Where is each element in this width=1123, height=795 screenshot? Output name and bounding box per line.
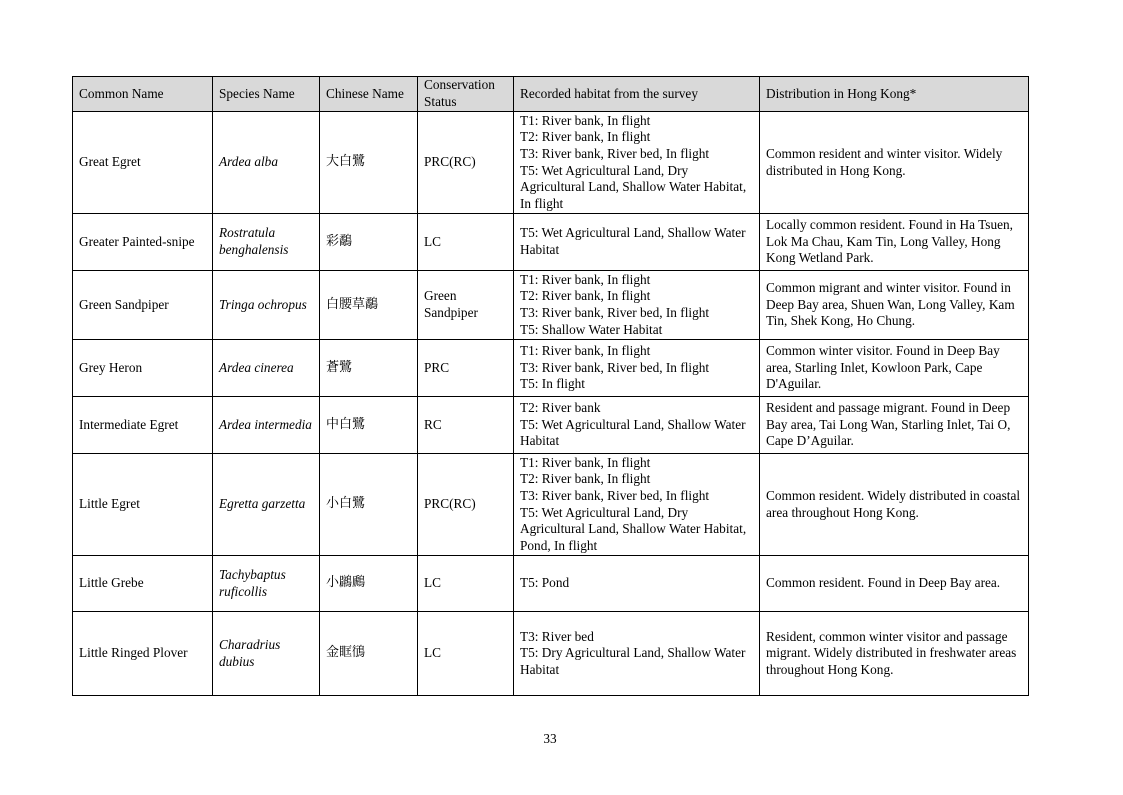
common-name-cell: Intermediate Egret: [73, 397, 213, 454]
conservation-status-cell: LC: [418, 556, 514, 612]
table-row: [73, 340, 1029, 397]
habitat-cell: T1: River bank, In flight T2: River bank, In flight T3: River bank, River bed, In flight T5: Wet Agricultural Land, Dry Agricultural Land, Shallow Water Habitat, In flight: [514, 112, 760, 214]
header-species-name: Species Name: [213, 77, 320, 112]
conservation-status-cell: RC: [418, 397, 514, 454]
chinese-name-cell: 小白鷺: [320, 454, 418, 556]
distribution-cell: Resident and passage migrant. Found in Deep Bay area, Tai Long Wan, Starling Inlet, Tai O, Cape D’Aguilar.: [760, 397, 1029, 454]
chinese-name-cell: 大白鷺: [320, 112, 418, 214]
habitat-cell: T1: River bank, In flight T2: River bank, In flight T3: River bank, River bed, In flight T5: Wet Agricultural Land, Dry Agricultural Land, Shallow Water Habitat, Pond, In flight: [514, 454, 760, 556]
species-name-cell: Rostratula benghalensis: [213, 214, 320, 271]
habitat-cell: T3: River bed T5: Dry Agricultural Land, Shallow Water Habitat: [514, 612, 760, 696]
header-conservation-status: Conservation Status: [418, 77, 514, 112]
habitat-cell: T2: River bank T5: Wet Agricultural Land, Shallow Water Habitat: [514, 397, 760, 454]
table-row: [73, 271, 1029, 340]
habitat-cell: T1: River bank, In flight T2: River bank, In flight T3: River bank, River bed, In flight T5: Shallow Water Habitat: [514, 271, 760, 340]
species-name-cell: Tringa ochropus: [213, 271, 320, 340]
table-row: [73, 112, 1029, 214]
table-header-row: [73, 77, 1029, 112]
distribution-cell: Resident, common winter visitor and passage migrant. Widely distributed in freshwater areas throughout Hong Kong.: [760, 612, 1029, 696]
species-table: [72, 76, 1029, 696]
page-number: 33: [543, 731, 557, 746]
habitat-cell: T5: Wet Agricultural Land, Shallow Water Habitat: [514, 214, 760, 271]
common-name-cell: Little Grebe: [73, 556, 213, 612]
common-name-cell: Grey Heron: [73, 340, 213, 397]
chinese-name-cell: 中白鷺: [320, 397, 418, 454]
distribution-cell: Common resident. Found in Deep Bay area.: [760, 556, 1029, 612]
table-row: [73, 612, 1029, 696]
species-name-cell: Ardea alba: [213, 112, 320, 214]
habitat-cell: T5: Pond: [514, 556, 760, 612]
conservation-status-cell: LC: [418, 612, 514, 696]
table-row: [73, 397, 1029, 454]
common-name-cell: Green Sandpiper: [73, 271, 213, 340]
chinese-name-cell: 蒼鷺: [320, 340, 418, 397]
species-name-cell: Ardea intermedia: [213, 397, 320, 454]
conservation-status-cell: PRC(RC): [418, 454, 514, 556]
species-name-cell: Charadrius dubius: [213, 612, 320, 696]
conservation-status-cell: LC: [418, 214, 514, 271]
habitat-cell: T1: River bank, In flight T3: River bank, River bed, In flight T5: In flight: [514, 340, 760, 397]
distribution-cell: Common resident. Widely distributed in coastal area throughout Hong Kong.: [760, 454, 1029, 556]
conservation-status-cell: PRC: [418, 340, 514, 397]
header-distribution: Distribution in Hong Kong*: [760, 77, 1029, 112]
chinese-name-cell: 小鸊鷉: [320, 556, 418, 612]
common-name-cell: Great Egret: [73, 112, 213, 214]
conservation-status-cell: PRC(RC): [418, 112, 514, 214]
chinese-name-cell: 彩鷸: [320, 214, 418, 271]
table-row: [73, 454, 1029, 556]
table-row: [73, 556, 1029, 612]
common-name-cell: Greater Painted-snipe: [73, 214, 213, 271]
distribution-cell: Locally common resident. Found in Ha Tsuen, Lok Ma Chau, Kam Tin, Long Valley, Hong Kong Wetland Park.: [760, 214, 1029, 271]
conservation-status-cell: Green Sandpiper: [418, 271, 514, 340]
header-common-name: Common Name: [73, 77, 213, 112]
species-name-cell: Tachybaptus ruficollis: [213, 556, 320, 612]
distribution-cell: Common winter visitor. Found in Deep Bay area, Starling Inlet, Kowloon Park, Cape D'Aguilar.: [760, 340, 1029, 397]
header-chinese-name: Chinese Name: [320, 77, 418, 112]
common-name-cell: Little Egret: [73, 454, 213, 556]
species-name-cell: Ardea cinerea: [213, 340, 320, 397]
distribution-cell: Common migrant and winter visitor. Found in Deep Bay area, Shuen Wan, Long Valley, Kam Tin, Shek Kong, Ho Chung.: [760, 271, 1029, 340]
species-name-cell: Egretta garzetta: [213, 454, 320, 556]
table-row: [73, 214, 1029, 271]
header-recorded-habitat: Recorded habitat from the survey: [514, 77, 760, 112]
common-name-cell: Little Ringed Plover: [73, 612, 213, 696]
chinese-name-cell: 白腰草鷸: [320, 271, 418, 340]
chinese-name-cell: 金眶鴴: [320, 612, 418, 696]
distribution-cell: Common resident and winter visitor. Widely distributed in Hong Kong.: [760, 112, 1029, 214]
